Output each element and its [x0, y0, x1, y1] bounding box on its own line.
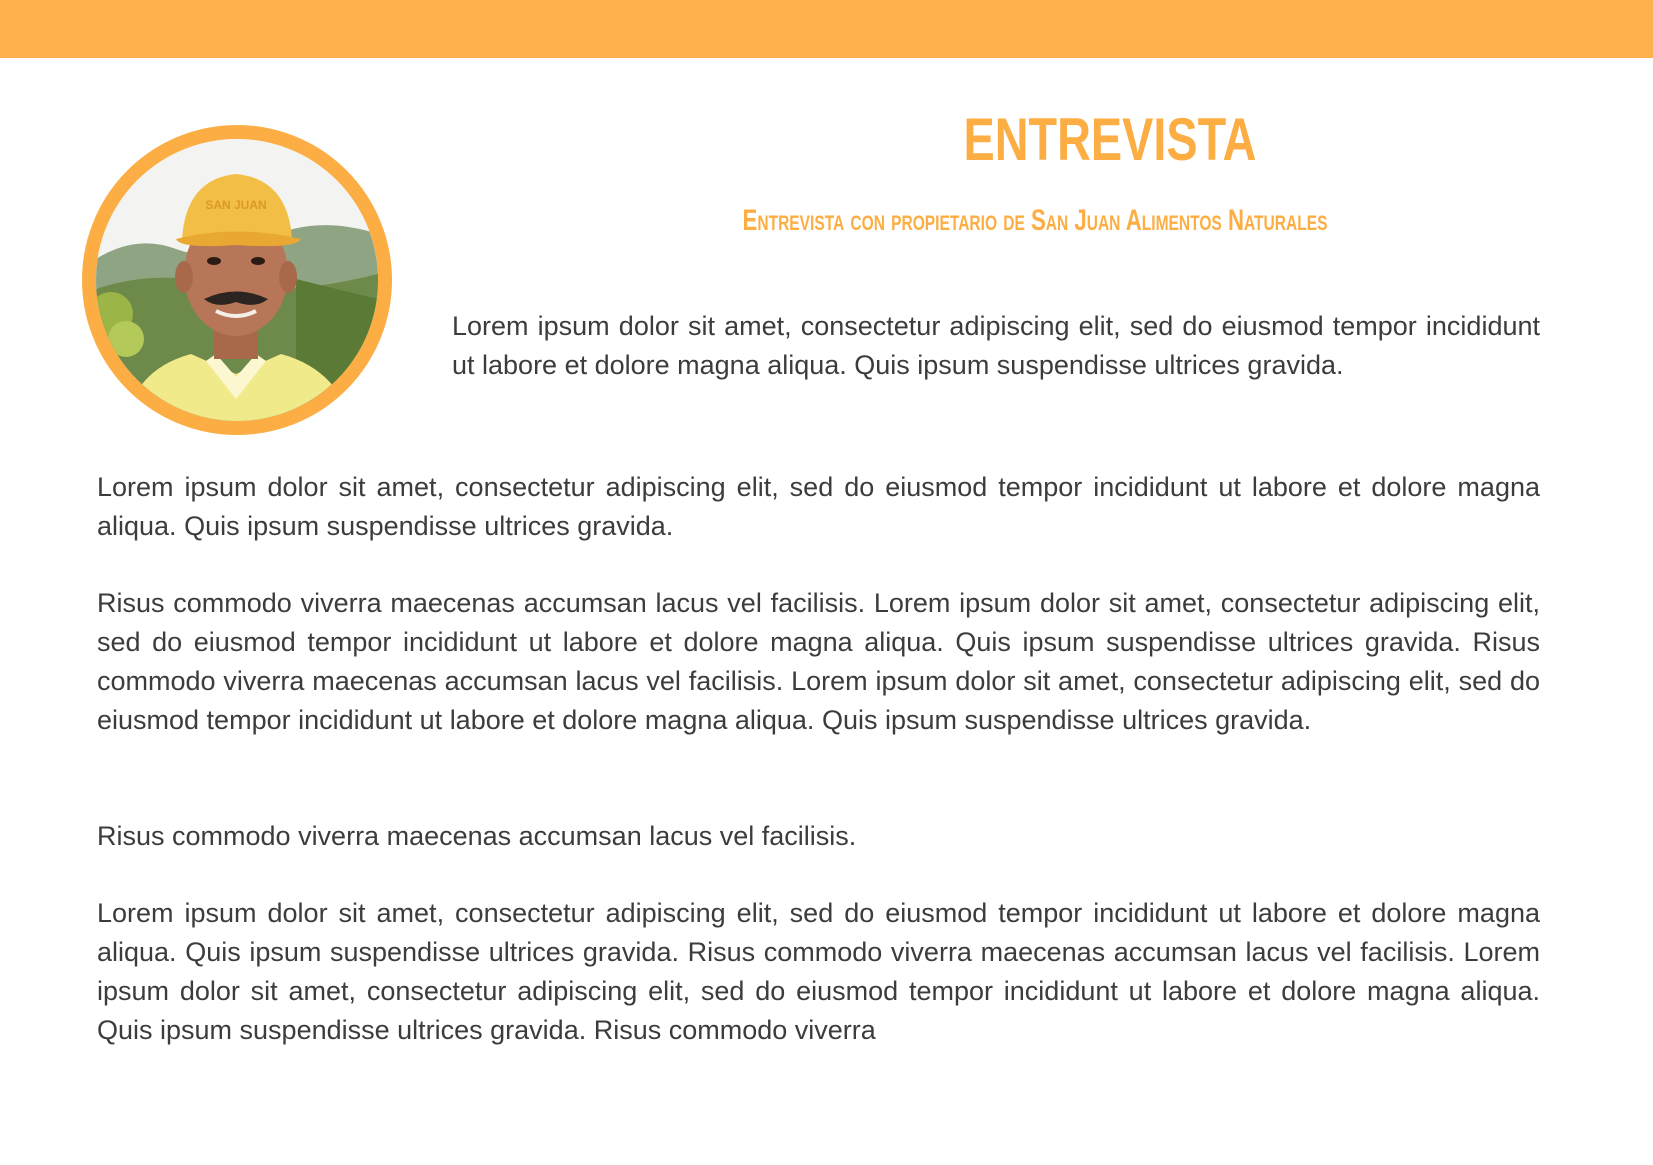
body-paragraph: Risus commodo viverra maecenas accumsan lacus vel facilisis. [97, 821, 857, 851]
page-title: ENTREVISTA [963, 106, 1257, 173]
portrait-illustration [96, 139, 378, 421]
page-subtitle: Entrevista con propietario de San Juan Alimentos Naturales [742, 204, 1328, 237]
header-bar [0, 0, 1653, 58]
portrait-photo [82, 125, 392, 435]
cap-text: SAN JUAN [205, 198, 267, 212]
body-paragraph: Lorem ipsum dolor sit amet, consectetur adipiscing elit, sed do eiusmod tempor incididunt ut labore et dolore magna aliqua. Quis ipsum suspendisse ultrices gravida. Risus commodo viverra maecenas accumsan lacus vel facilisis. Lorem ipsum dolor sit amet, consectetur adipiscing elit, sed do eiusmod tempor incididunt ut labore et dolore magna aliqua. Quis ipsum suspendisse ultrices gravida. Risus commodo viverra [97, 898, 1540, 1045]
body-paragraph: Risus commodo viverra maecenas accumsan lacus vel facilisis. Lorem ipsum dolor sit amet, consectetur adipiscing elit, sed do eiusmod tempor incididunt ut labore et dolore magna aliqua. Quis ipsum suspendisse ultrices gravida. Risus commodo viverra maecenas accumsan lacus vel facilisis. Lorem ipsum dolor sit amet, consectetur adipiscing elit, sed do eiusmod tempor incididunt ut labore et dolore magna aliqua. Quis ipsum suspendisse ultrices gravida. [97, 588, 1540, 735]
intro-paragraph: Lorem ipsum dolor sit amet, consectetur adipiscing elit, sed do eiusmod tempor incididunt ut labore et dolore magna aliqua. Quis ipsum suspendisse ultrices gravida. [452, 311, 1540, 380]
body-paragraph: Lorem ipsum dolor sit amet, consectetur adipiscing elit, sed do eiusmod tempor incididunt ut labore et dolore magna aliqua. Quis ipsum suspendisse ultrices gravida. [97, 472, 1540, 541]
